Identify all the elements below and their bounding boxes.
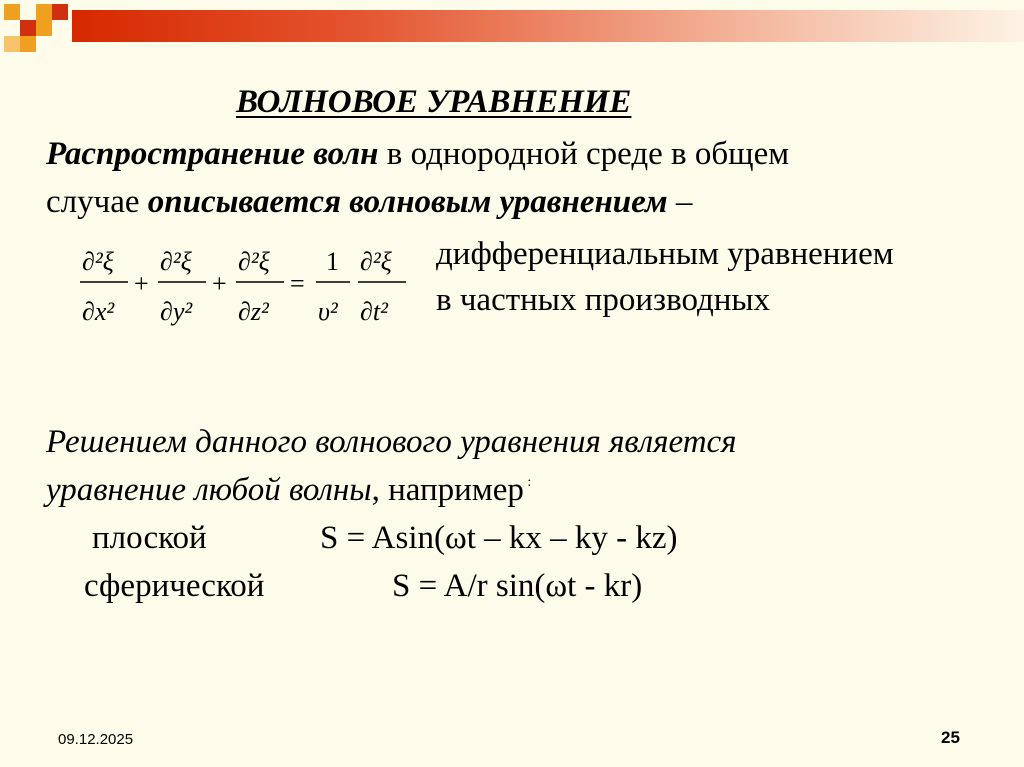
denominator: ∂t² [360,297,388,326]
italic-text: уравнение любой волны [46,472,372,508]
page-number: 25 [941,728,960,747]
velocity-factor [316,247,350,326]
denominator: ∂z² [238,297,269,326]
deco-square [52,4,68,20]
plus-sign: + [134,269,149,298]
plain-text: – [667,184,693,220]
numerator: ∂²ξ [360,247,392,276]
denominator: υ² [318,297,338,326]
emphasis-text: описывается волновым уравнением [147,184,668,220]
paragraph-2-line-1: Решением данного волнового уравнения является [46,424,737,460]
numerator: 1 [326,247,339,276]
numerator: ∂²ξ [238,247,270,276]
deco-square [4,36,20,52]
paragraph-1-line-2 [46,184,692,221]
term-y [158,247,206,326]
deco-square [20,20,36,36]
plain-text: в однородной среде в общем [378,136,790,172]
paragraph-1-line-1 [46,136,789,173]
colon-mark: : [523,475,532,490]
header-decoration [0,0,1024,60]
term-t [358,247,406,326]
term-x [80,247,128,326]
spherical-wave-formula: S = A/r sin(ωt - kr) [392,568,643,604]
numerator: ∂²ξ [160,247,192,276]
term-z [236,247,284,326]
emphasis-text: Распространение волн [46,136,379,172]
deco-square [36,4,52,20]
plus-sign: + [212,269,227,298]
deco-square [20,36,36,52]
equation-description-1: дифференциальным уравнением [436,236,894,272]
numerator: ∂²ξ [82,247,114,276]
equation-description-2: в частных производных [436,282,771,318]
flat-wave-formula: S = Asin(ωt – kx – ky - kz) [320,520,678,556]
plain-text: случае [46,184,148,220]
paragraph-2-line-2 [46,472,531,509]
deco-square [36,20,52,36]
slide-title: ВОЛНОВОЕ УРАВНЕНИЕ [236,84,632,120]
plain-text: , например [371,472,524,508]
denominator: ∂y² [160,297,193,326]
denominator: ∂x² [82,297,115,326]
flat-wave-label: плоской [92,520,207,556]
footer-date: 09.12.2025 [58,731,134,748]
spherical-wave-label: сферической [84,568,265,604]
deco-square [4,4,20,20]
header-gradient-bar [72,10,1024,42]
equals-sign: = [290,269,305,298]
wave-equation [78,240,418,334]
